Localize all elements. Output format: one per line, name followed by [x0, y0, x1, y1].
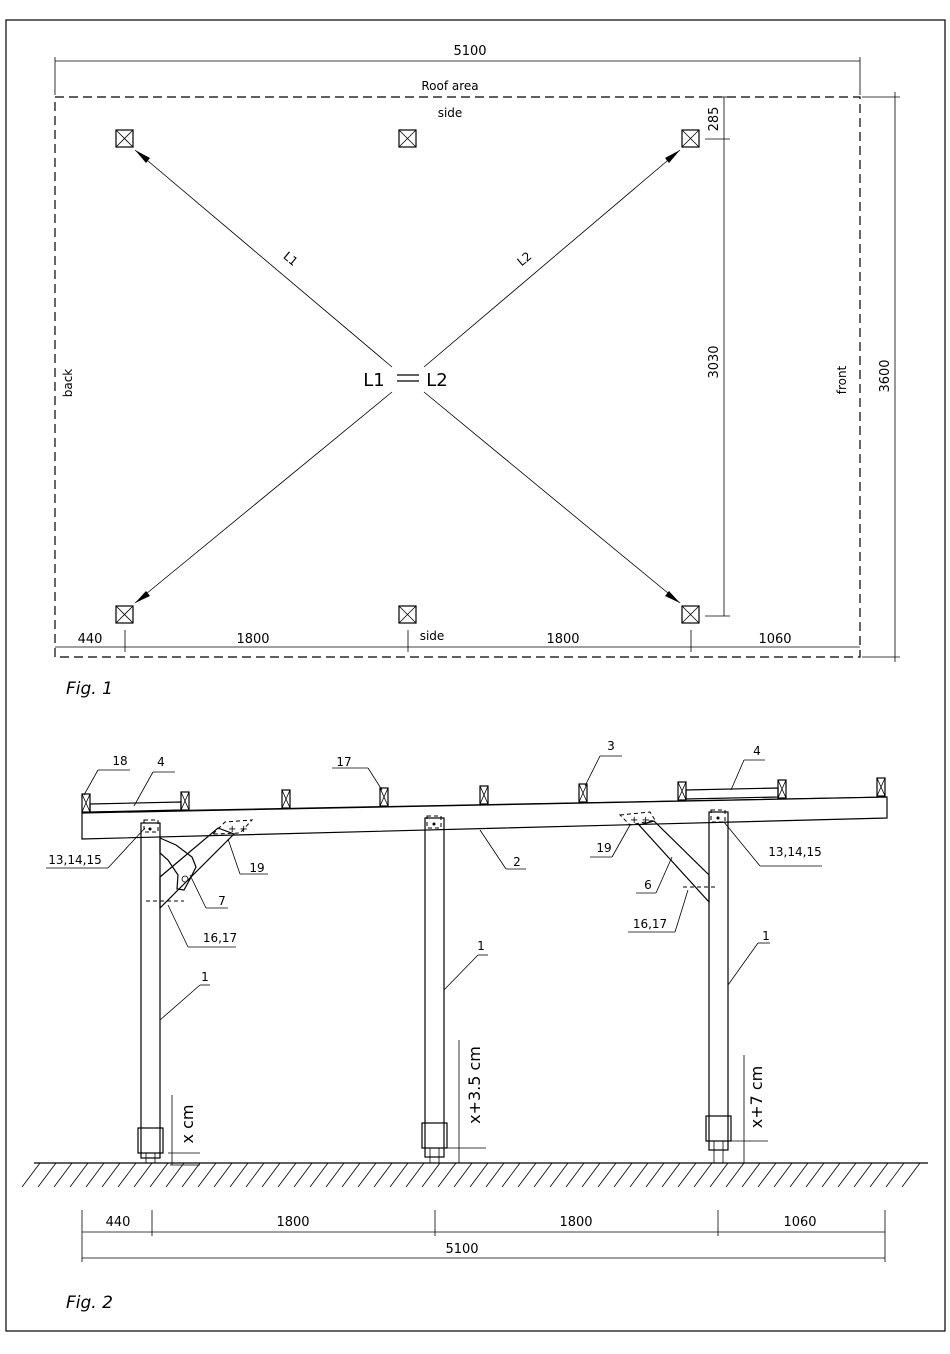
ground-line — [22, 1163, 928, 1187]
part-label-4-left: 4 — [157, 755, 165, 769]
part-label-2: 2 — [513, 855, 521, 869]
post-middle — [422, 818, 447, 1163]
post-marker — [682, 130, 699, 147]
part-label-13-right: 13,14,15 — [768, 845, 822, 859]
post-marker — [116, 130, 133, 147]
height-left: x cm — [178, 1104, 197, 1144]
rafter — [282, 790, 290, 808]
rafter — [579, 784, 587, 802]
part-label-16-left: 16,17 — [202, 931, 238, 945]
fig1-dim-total-depth: 3600 — [878, 359, 893, 393]
fig1-plan-view — [55, 44, 900, 699]
part-label-18: 18 — [112, 754, 128, 768]
main-beam — [82, 797, 887, 839]
fig1-dim-bottom-3: 1800 — [546, 632, 580, 647]
equation-l2: L2 — [426, 370, 448, 391]
part-label-16-right: 16,17 — [632, 917, 668, 931]
fig1-dim-bottom-2: 1800 — [236, 632, 270, 647]
part-label-7: 7 — [218, 894, 226, 908]
equation-l1: L1 — [363, 370, 385, 391]
svg-text:+ +: + + — [228, 824, 248, 835]
post-marker — [682, 606, 699, 623]
fig1-dim-bottom-4: 1060 — [758, 632, 792, 647]
part-label-1-left: 1 — [201, 970, 209, 984]
part-label-19-right: 19 — [596, 841, 612, 855]
rafter — [82, 794, 90, 812]
rafter — [380, 788, 388, 806]
part-label-17-top: 17 — [336, 755, 352, 769]
post-marker — [399, 606, 416, 623]
side-label-bottom: side — [419, 629, 445, 643]
fig1-dim-post-span: 3030 — [707, 345, 722, 379]
part-label-4-right: 4 — [753, 744, 761, 758]
fig2-dim-bottom-1: 440 — [105, 1215, 131, 1230]
part-label-3: 3 — [607, 739, 615, 753]
height-middle: x+3.5 cm — [465, 1046, 484, 1124]
diag-label-l1: L1 — [280, 248, 301, 269]
rafter — [877, 778, 885, 796]
board-right — [686, 788, 778, 799]
drill-icon — [160, 838, 196, 890]
part-label-13-left: 13,14,15 — [48, 853, 102, 867]
leader-lines — [46, 756, 822, 1020]
fig1-dim-total-width: 5100 — [453, 44, 487, 59]
side-label-top: side — [437, 106, 463, 120]
svg-text:+ +: + + — [630, 815, 650, 826]
part-label-1-middle: 1 — [477, 939, 485, 953]
post-marker — [116, 606, 133, 623]
diagonal-lines — [135, 150, 680, 603]
rafter — [480, 786, 488, 804]
sheet-frame — [6, 20, 945, 1331]
post-marker — [399, 130, 416, 147]
fig1-caption: Fig. 1 — [66, 679, 113, 699]
fig2-dim-bottom-2: 1800 — [276, 1215, 310, 1230]
fig2-dim-total: 5100 — [445, 1242, 479, 1257]
part-label-6: 6 — [644, 878, 652, 892]
roof-area-outline — [55, 97, 860, 657]
fig1-dim-bottom-1: 440 — [77, 632, 103, 647]
rafter — [678, 782, 686, 800]
roof-area-label: Roof area — [421, 79, 479, 93]
post-left — [138, 823, 163, 1163]
part-label-1-right: 1 — [762, 929, 770, 943]
part-label-19-left: 19 — [249, 861, 265, 875]
fig2-dim-bottom-3: 1800 — [559, 1215, 593, 1230]
front-label: front — [835, 365, 849, 395]
fig2-dim-bottom-4: 1060 — [783, 1215, 817, 1230]
back-label: back — [61, 368, 75, 398]
post-right — [706, 812, 731, 1163]
rafter — [181, 792, 189, 810]
height-right: x+7 cm — [747, 1065, 766, 1129]
fig2-side-elevation — [22, 739, 928, 1313]
fig2-caption: Fig. 2 — [66, 1293, 113, 1313]
diag-label-l2: L2 — [514, 248, 535, 269]
fig1-dim-top-offset: 285 — [707, 106, 722, 132]
rafter — [778, 780, 786, 798]
